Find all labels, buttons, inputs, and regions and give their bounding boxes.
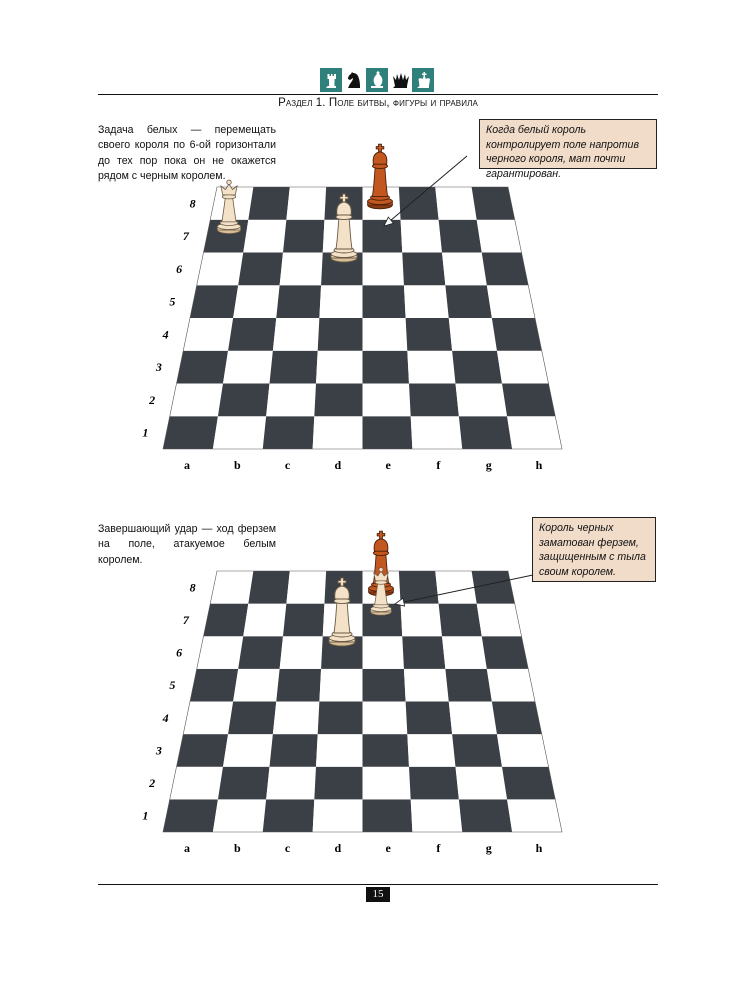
square-a7 [204,604,249,637]
file-label-c: c [284,458,291,472]
square-b2 [218,384,270,417]
rank-label-3: 3 [155,743,162,758]
square-a1 [163,799,218,832]
square-b5 [233,669,280,702]
square-f6 [402,636,445,669]
square-h2 [502,384,555,417]
square-c8 [286,571,326,604]
rank-label-5: 5 [169,294,176,309]
square-f3 [407,351,455,384]
file-label-h: h [535,841,543,855]
square-e4 [363,318,408,351]
square-b1 [213,799,266,832]
square-d1 [313,416,363,449]
square-d5 [319,285,362,318]
square-b3 [223,734,273,767]
header-icons [320,68,436,92]
square-g1 [459,416,512,449]
square-c5 [276,285,321,318]
file-label-g: g [485,841,492,855]
square-g8 [435,571,476,604]
square-b1 [213,416,266,449]
square-f1 [411,799,463,832]
square-d2 [314,767,362,800]
diagram1-text: Задача белых — перемещать своего короля по 6-ой горизонтали до тех пор пока он не окажется рядом с черным королем. [98,124,276,182]
rank-label-4: 4 [162,327,169,342]
square-e6 [363,253,404,286]
square-g7 [439,220,482,253]
square-c2 [266,767,316,800]
square-c6 [280,636,323,669]
square-e4 [363,702,408,735]
square-f3 [407,734,455,767]
square-f2 [409,767,459,800]
square-h6 [482,253,529,286]
square-e6 [363,636,404,669]
square-b6 [238,253,283,286]
king-icon [412,68,434,92]
square-c3 [270,734,318,767]
chessboard-1 [0,140,741,480]
square-e7 [363,220,403,253]
file-label-e: e [385,458,391,472]
rook-icon [320,68,342,92]
square-d2 [314,384,362,417]
square-b7 [243,604,286,637]
square-g3 [452,734,502,767]
square-h7 [477,220,522,253]
square-e1 [363,416,413,449]
square-f4 [406,318,453,351]
file-label-f: f [436,458,441,472]
square-a2 [170,767,223,800]
square-h4 [492,702,542,735]
square-d4 [318,318,363,351]
page-number: 15 [366,887,390,902]
square-a2 [170,384,223,417]
square-e1 [363,799,413,832]
square-h1 [507,799,562,832]
square-c1 [263,416,315,449]
square-f6 [402,253,445,286]
diagram2-text: Завершающий удар — ход ферзем на поле, атакуемое белым королем. [98,523,276,566]
square-h3 [497,351,549,384]
square-f5 [404,669,449,702]
square-d1 [313,799,363,832]
square-h5 [487,669,535,702]
square-e3 [363,351,410,384]
header-rule [98,94,658,95]
square-h7 [477,604,522,637]
square-d4 [318,702,363,735]
diagram1-callout: Когда белый король контролирует поле напротив черного короля, мат почти гарантирован. [479,119,657,169]
square-b8 [248,571,289,604]
square-e5 [363,669,406,702]
file-label-e: e [385,841,391,855]
square-g4 [449,318,497,351]
bishop-icon [366,68,388,92]
square-h8 [472,187,515,220]
square-a5 [190,285,238,318]
diagram2-callout: Король черных заматован ферзем, защищенным с тыла своим королем. [532,517,656,582]
chessboard-2 [0,525,741,865]
square-b4 [228,702,276,735]
rank-label-2: 2 [149,776,156,791]
square-f2 [409,384,459,417]
square-g5 [445,285,492,318]
file-label-b: b [233,841,241,855]
rank-label-7: 7 [182,229,189,244]
square-h2 [502,767,555,800]
square-c2 [266,384,316,417]
square-h6 [482,636,529,669]
rank-label-7: 7 [182,612,189,627]
square-f1 [411,416,463,449]
square-e3 [363,734,410,767]
square-g3 [452,351,502,384]
square-c4 [273,702,320,735]
file-label-d: d [334,841,342,855]
square-h8 [472,571,515,604]
square-c3 [270,351,318,384]
rank-label-6: 6 [176,645,183,660]
file-label-f: f [436,841,441,855]
square-c5 [276,669,321,702]
knight-icon [343,68,365,92]
square-a3 [177,351,229,384]
square-a8 [210,571,253,604]
square-g7 [439,604,482,637]
footer-rule [98,884,658,885]
square-e2 [363,767,411,800]
rank-label-2: 2 [149,392,156,407]
board-squares [163,571,562,832]
square-h4 [492,318,542,351]
file-label-a: a [184,458,190,472]
square-g2 [456,384,508,417]
square-c7 [283,604,324,637]
square-g2 [456,767,508,800]
square-b6 [238,636,283,669]
square-e5 [363,285,406,318]
square-c1 [263,799,315,832]
file-label-c: c [284,841,291,855]
square-a1 [163,416,218,449]
square-b4 [228,318,276,351]
queen-icon [389,68,411,92]
square-a6 [197,253,244,286]
square-d3 [316,734,363,767]
file-label-d: d [334,458,342,472]
square-g6 [442,253,487,286]
square-c4 [273,318,320,351]
page-title: Раздел 1. Поле битвы, фигуры и правила [278,97,478,109]
square-f7 [401,604,442,637]
file-label-b: b [233,458,241,472]
file-label-a: a [184,841,190,855]
rank-label-1: 1 [142,808,149,823]
square-h5 [487,285,535,318]
square-g8 [435,187,476,220]
square-b3 [223,351,273,384]
square-g6 [442,636,487,669]
square-g4 [449,702,497,735]
square-c7 [283,220,324,253]
square-f5 [404,285,449,318]
square-f4 [406,702,453,735]
square-a6 [197,636,244,669]
square-a5 [190,669,238,702]
rank-label-8: 8 [189,196,196,211]
square-a3 [177,734,229,767]
square-b5 [233,285,280,318]
square-d5 [319,669,362,702]
rank-label-4: 4 [162,710,169,725]
square-f7 [401,220,442,253]
square-a4 [183,318,233,351]
rank-label-1: 1 [142,425,149,440]
square-g5 [445,669,492,702]
square-g1 [459,799,512,832]
square-d3 [316,351,363,384]
square-b2 [218,767,270,800]
rank-label-5: 5 [169,678,176,693]
square-b7 [243,220,286,253]
rank-label-8: 8 [189,580,196,595]
square-h1 [507,416,562,449]
file-label-h: h [535,458,543,472]
black-king-piece [368,144,393,209]
square-c8 [286,187,326,220]
rank-label-6: 6 [176,261,183,276]
square-a4 [183,702,233,735]
square-h3 [497,734,549,767]
file-label-g: g [485,458,492,472]
rank-label-3: 3 [155,360,162,375]
square-b8 [248,187,289,220]
square-f8 [399,187,439,220]
square-e2 [363,384,411,417]
square-c6 [280,253,323,286]
